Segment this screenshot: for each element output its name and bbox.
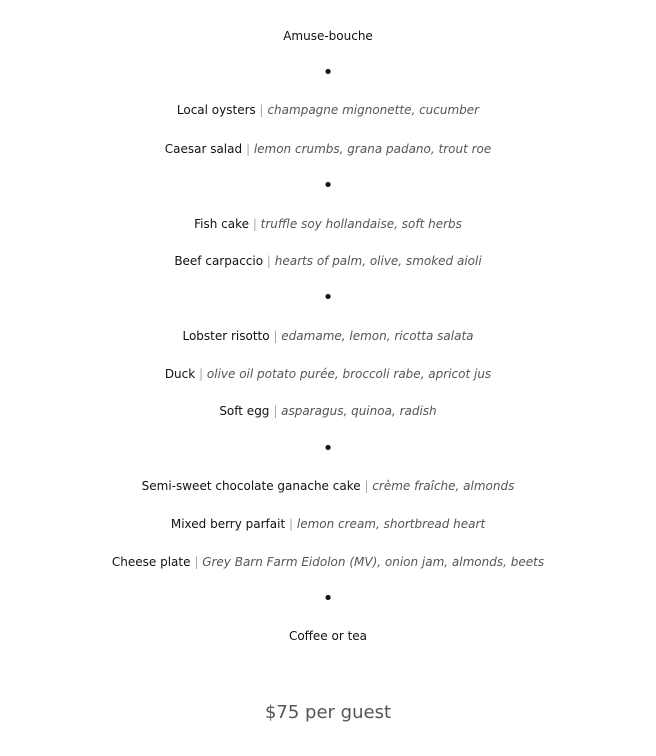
menu-item-cheese-plate (0, 550, 656, 574)
menu-item-amuse-bouche (0, 24, 656, 48)
course-name: Mixed berry parfait (170, 517, 286, 531)
course-name: Cheese plate (111, 555, 191, 569)
course-description: lemon cream, shortbread heart (296, 517, 486, 531)
menu-item-soft-egg (0, 399, 656, 423)
course-name: Coffee or tea (288, 629, 368, 643)
menu-item-beef-carpaccio (0, 249, 656, 273)
separator: | (364, 479, 373, 493)
course-name: Beef carpaccio (174, 254, 264, 268)
course-name: Amuse-bouche (283, 29, 373, 43)
course-description: edamame, lemon, ricotta salata (281, 329, 474, 343)
menu-item-lobster-risotto (0, 324, 656, 348)
separator: | (289, 517, 297, 531)
menu-item-coffee-or-tea (0, 624, 656, 648)
separator: | (273, 404, 282, 418)
course-description: truffle soy hollandaise, soft herbs (260, 217, 462, 231)
course-description: Grey Barn Farm Eidolon (MV), onion jam, almonds, beets (202, 555, 545, 569)
menu-item-mixed-berry-parfait (0, 512, 656, 536)
course-description: lemon crumbs, grana padano, trout roe (253, 142, 492, 156)
separator: | (194, 555, 203, 569)
course-divider-dot: • (322, 175, 334, 196)
course-name: Local oysters (176, 103, 256, 117)
course-description: champagne mignonette, cucumber (267, 103, 480, 117)
course-name: Semi-sweet chocolate ganache cake (141, 479, 361, 493)
separator: | (245, 142, 254, 156)
menu-item-local-oysters (0, 98, 656, 122)
course-divider-dot: • (322, 588, 334, 609)
separator: | (259, 103, 268, 117)
course-name: Lobster risotto (182, 329, 270, 343)
menu-item-duck (0, 362, 656, 386)
course-description: asparagus, quinoa, radish (281, 404, 437, 418)
course-name: Fish cake (194, 217, 249, 231)
course-description: hearts of palm, olive, smoked aioli (274, 254, 482, 268)
separator: | (273, 329, 282, 343)
separator: | (199, 367, 207, 381)
separator: | (252, 217, 261, 231)
course-name: Soft egg (219, 404, 270, 418)
menu-item-fish-cake (0, 212, 656, 236)
separator: | (266, 254, 275, 268)
course-description: crème fraîche, almonds (372, 479, 515, 493)
menu-item-chocolate-ganache-cake (0, 474, 656, 498)
course-description: olive oil potato purée, broccoli rabe, apricot jus (206, 367, 492, 381)
menu-item-caesar-salad (0, 137, 656, 161)
course-divider-dot: • (322, 287, 334, 308)
course-divider-dot: • (322, 62, 334, 83)
menu-price: $75 per guest (264, 702, 392, 723)
course-divider-dot: • (322, 438, 334, 459)
course-name: Caesar salad (164, 142, 243, 156)
course-name: Duck (164, 367, 196, 381)
